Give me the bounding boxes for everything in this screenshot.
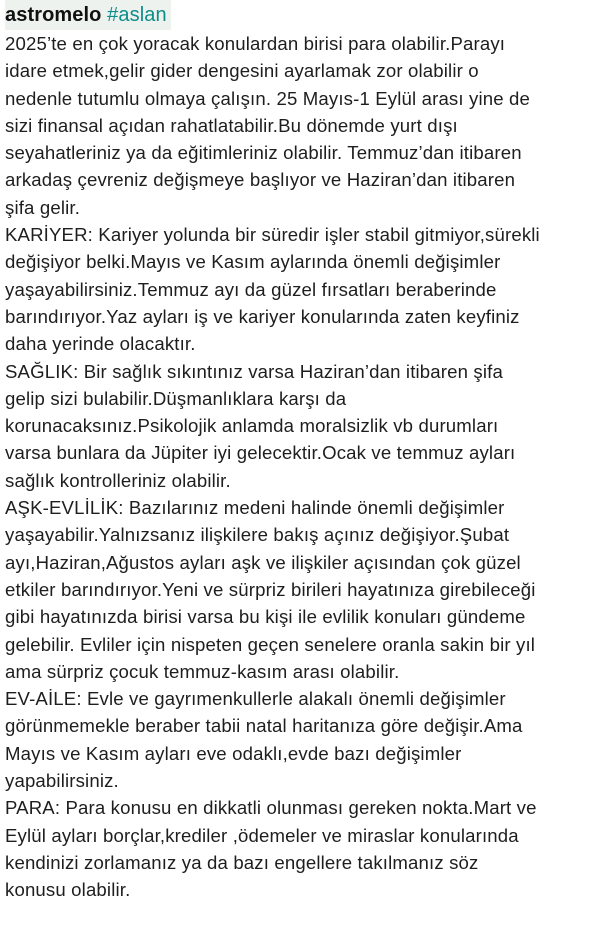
caption-header: [5, 0, 599, 30]
username-link[interactable]: astromelo: [5, 4, 102, 26]
hashtag-link[interactable]: #aslan: [107, 4, 167, 26]
caption-text: 2025’te en çok yoracak konulardan birisi para olabilir.Parayı idare etmek,gelir gider dengesini ayarlamak zor olabilir o nedenle tutumlu olmaya çalışın. 25 Mayıs-1 Eylül arası yine de sizi finansal açıdan rahatlatabilir.Bu dönemde yurt dışı seyahatleriniz ya da eğitimleriniz olabilir. Temmuz’dan itibaren arkadaş çevreniz değişmeye başlıyor ve Haziran’dan itibaren şifa gelir. KARİYER: Kariyer yolunda bir süredir işler stabil gitmiyor,sürekli değişiyor belki.Mayıs ve Kasım aylarında önemli değişimler yaşayabilirsiniz.Temmuz ayı da güzel fırsatları beraberinde barındırıyor.Yaz ayları iş ve kariyer konularında zaten keyfiniz daha yerinde olacaktır. SAĞLIK: Bir sağlık sıkıntınız varsa Haziran’dan itibaren şifa gelip sizi bulabilir.Düşmanlıklara karşı da korunacaksınız.Psikolojik anlamda moralsizlik vb durumları varsa bunlara da Jüpiter iyi gelecektir.Ocak ve temmuz ayları sağlık kontrolleriniz olabilir. AŞK-EVLİLİK: Bazılarınız medeni halinde önemli değişimler yaşayabilir.Yalnızsanız ilişkilere bakış açınız değişiyor.Şubat ayı,Haziran,Ağustos ayları aşk ve ilişkiler açısından çok güzel etkiler barındırıyor.Yeni ve sürpriz birileri hayatınıza girebileceği gibi hayatınızda birisi varsa bu kişi ile evlilik konuları gündeme gelebilir. Evliler için nispeten geçen senelere oranla sakin bir yıl ama sürpriz çocuk temmuz-kasım arası olabilir. EV-AİLE: Evle ve gayrımenkullerle alakalı önemli değişimler görünmemekle beraber tabii natal haritanıza göre değişir.Ama Mayıs ve Kasım ayları eve odaklı,evde bazı değişimler yapabilirsiniz. PARA: Para konusu en dikkatli olunması gereken nokta.Mart ve Eylül ayları borçlar,krediler ,ödemeler ve miraslar konularında kendinizi zorlamanız ya da bazı engellere takılmanız söz konusu olabilir.: [5, 33, 540, 901]
author-tag: [5, 0, 171, 30]
